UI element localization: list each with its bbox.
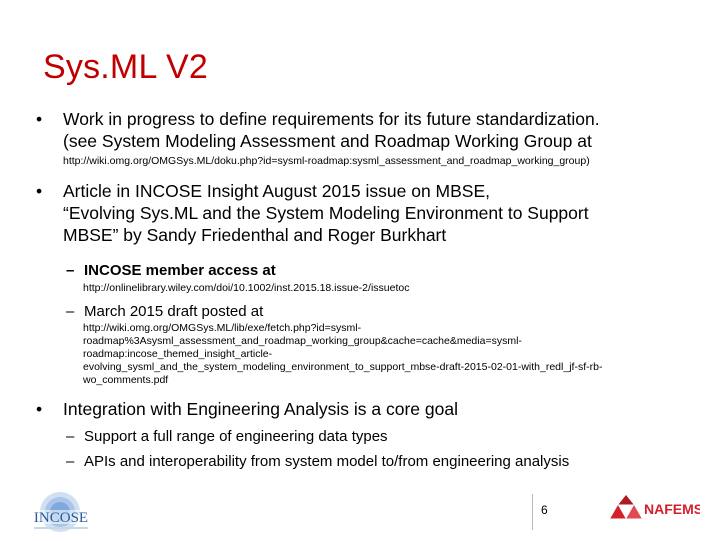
draft-url-line: roadmap%3Asysml_assessment_and_roadmap_working_group&cache=cache&media=sysml- xyxy=(83,335,522,347)
draft-url[interactable] xyxy=(83,322,602,387)
sub-bullet-text: March 2015 draft posted at xyxy=(84,303,264,320)
footer-divider xyxy=(532,494,533,530)
page-number: 6 xyxy=(541,503,548,517)
draft-url-line: roadmap:incose_themed_insight_article- xyxy=(83,348,273,360)
bullet-1-text xyxy=(63,108,713,152)
draft-url-line: http://wiki.omg.org/OMGSys.ML/lib/exe/fetch.php?id=sysml- xyxy=(83,322,362,334)
bullet-1-line-2: (see System Modeling Assessment and Roadmap Working Group at xyxy=(63,131,592,151)
bullet-2-line-2: “Evolving Sys.ML and the System Modeling Environment to Support xyxy=(63,203,589,223)
slide-title: Sys.ML V2 xyxy=(43,48,208,86)
incose-issue-url[interactable]: http://onlinelibrary.wiley.com/doi/10.1002/inst.2015.18.issue-2/issuetoc xyxy=(83,282,410,294)
draft-url-line: wo_comments.pdf xyxy=(83,374,169,386)
nafems-logo-text: NAFEMS xyxy=(644,501,700,517)
bullet-dot: • xyxy=(36,399,43,419)
sub-bullet-text: APIs and interoperability from system model to/from engineering analysis xyxy=(84,453,570,470)
bullet-3-line-1: Integration with Engineering Analysis is a core goal xyxy=(63,399,458,419)
sub-bullet-text: INCOSE member access at xyxy=(84,262,276,279)
bullet-dot: • xyxy=(36,181,43,201)
incose-logo xyxy=(22,490,100,541)
dash-marker: – xyxy=(66,303,75,320)
bullet-1-url[interactable]: http://wiki.omg.org/OMGSys.ML/doku.php?id=sysml-roadmap:sysml_assessment_and_roadmap_working_group) xyxy=(63,155,590,167)
bullet-1-line-1: Work in progress to define requirements for its future standardization. xyxy=(63,109,600,129)
nafems-mesh-icon xyxy=(610,495,642,519)
dash-marker: – xyxy=(66,262,75,279)
bullet-2-line-1: Article in INCOSE Insight August 2015 issue on MBSE, xyxy=(63,181,491,201)
dash-marker: – xyxy=(66,428,75,445)
draft-url-line: evolving_sysml_and_the_system_modeling_environment_to_support_mbse-draft-2015-02-01-with_redl_jf-sf-rb- xyxy=(83,361,603,373)
incose-logo-text: INCOSE xyxy=(33,510,89,526)
bullet-dot: • xyxy=(36,109,43,129)
dash-marker: – xyxy=(66,453,75,470)
bullet-2-line-3: MBSE” by Sandy Friedenthal and Roger Burkhart xyxy=(63,225,447,245)
nafems-logo xyxy=(608,493,700,528)
bullet-2-text xyxy=(63,180,713,246)
sub-bullet-text: Support a full range of engineering data types xyxy=(84,428,388,445)
